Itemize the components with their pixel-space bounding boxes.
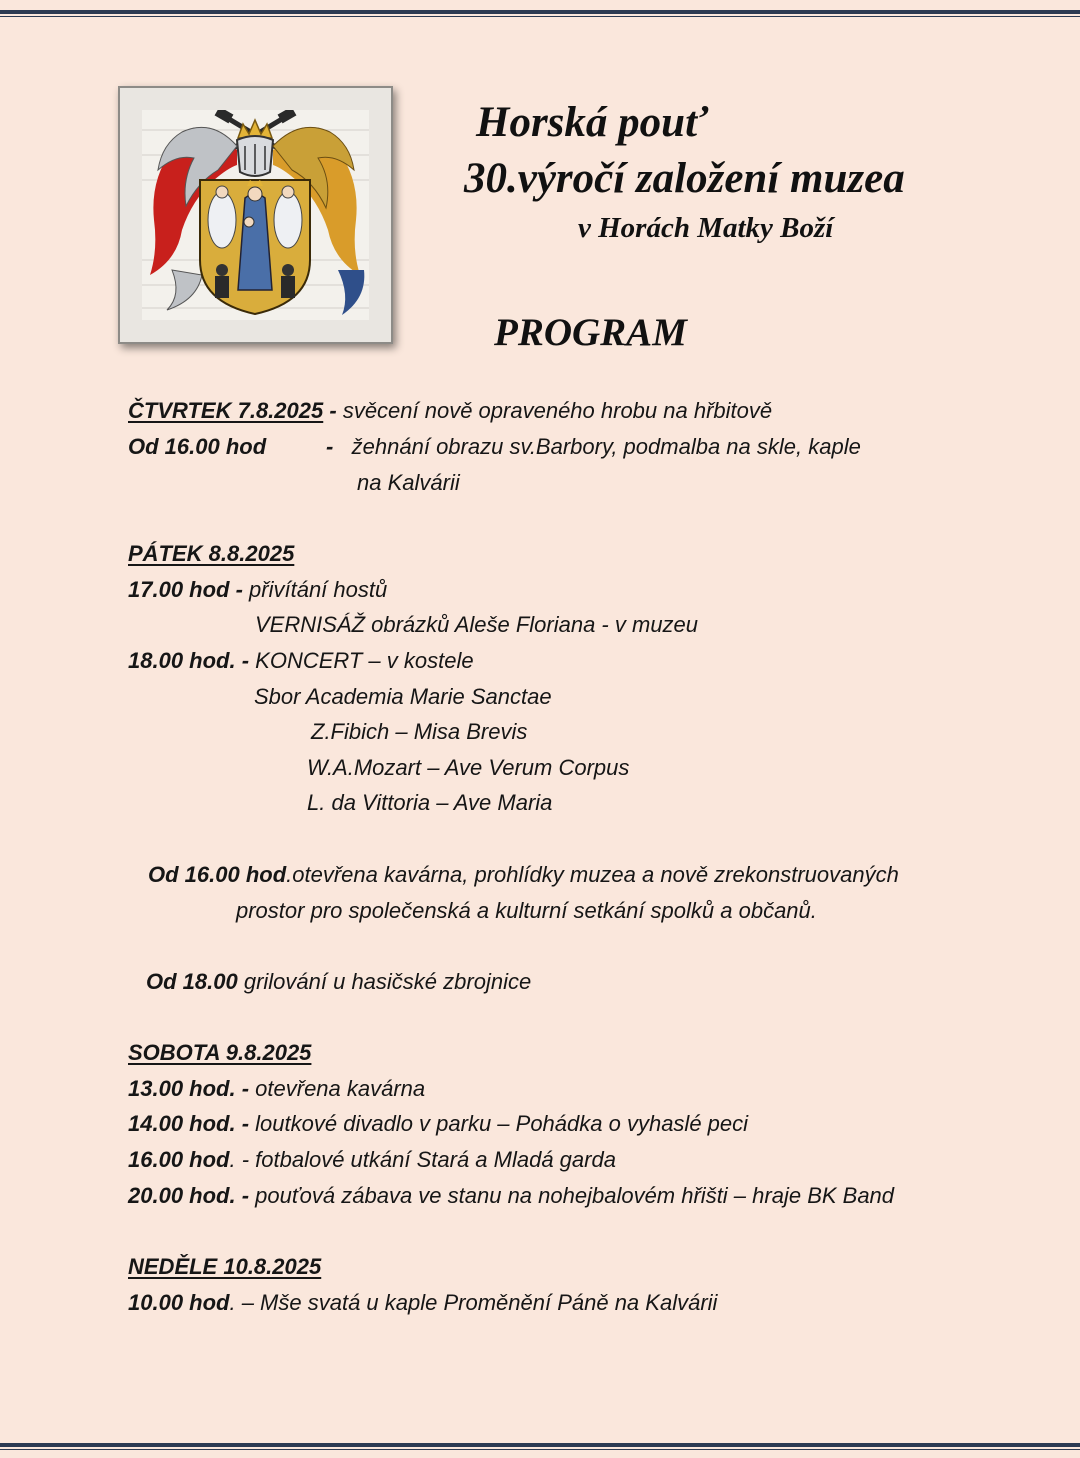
title-anniversary: 30.výročí založení muzea bbox=[464, 155, 905, 202]
thursday-dash: - bbox=[323, 398, 343, 423]
friday-piece-1: Z.Fibich – Misa Brevis bbox=[311, 719, 528, 744]
friday-grill-text: grilování u hasičské zbrojnice bbox=[237, 969, 532, 994]
saturday-time-2: 14.00 hod. - bbox=[128, 1111, 250, 1136]
thursday-row-1 bbox=[128, 397, 772, 425]
saturday-day-heading bbox=[128, 1039, 311, 1067]
saturday-day-label: SOBOTA 9.8.2025 bbox=[128, 1040, 312, 1065]
saturday-row-4 bbox=[128, 1182, 894, 1210]
friday-cafe-text-cont: prostor pro společenská a kulturní setkání spolků a občanů. bbox=[236, 898, 817, 923]
saturday-time-4: 20.00 hod. - bbox=[128, 1183, 250, 1208]
friday-day-label: PÁTEK 8.8.2025 bbox=[128, 541, 295, 566]
saturday-row-1 bbox=[128, 1075, 425, 1103]
thursday-day-heading: ČTVRTEK 7.8.2025 bbox=[128, 398, 324, 423]
friday-item-1-cont: VERNISÁŽ obrázků Aleše Floriana - v muzeu bbox=[255, 612, 699, 637]
saturday-item-3: fotbalové utkání Stará a Mladá garda bbox=[249, 1147, 616, 1172]
saturday-row-3 bbox=[128, 1146, 616, 1174]
friday-grill-time: Od 18.00 bbox=[146, 969, 238, 994]
friday-item-2: KONCERT – v kostele bbox=[249, 648, 474, 673]
title-pilgrimage: Horská pouť bbox=[476, 99, 708, 146]
thursday-time-2-label: Od 16.00 hod bbox=[128, 434, 267, 459]
thursday-item-2 bbox=[326, 433, 861, 461]
saturday-item-1: otevřena kavárna bbox=[249, 1076, 426, 1101]
bottom-double-rule bbox=[0, 1443, 1080, 1451]
sunday-row-1 bbox=[128, 1289, 717, 1317]
friday-row-1 bbox=[128, 576, 387, 604]
friday-piece-3: L. da Vittoria – Ave Maria bbox=[307, 790, 553, 815]
saturday-time-3: 16.00 hod bbox=[128, 1147, 230, 1172]
friday-choir: Sbor Academia Marie Sanctae bbox=[254, 684, 552, 709]
thursday-item-2-cont: na Kalvárii bbox=[357, 470, 460, 495]
thursday-item-2-text: žehnání obrazu sv.Barbory, podmalba na skle, kaple bbox=[351, 434, 861, 459]
emblem-frame bbox=[118, 86, 393, 344]
coat-of-arms-icon bbox=[142, 110, 369, 320]
friday-day-heading bbox=[128, 540, 294, 568]
friday-time-1: 17.00 hod - bbox=[128, 577, 243, 602]
title-location: v Horách Matky Boží bbox=[578, 212, 834, 244]
friday-cafe-time: Od 16.00 hod bbox=[148, 862, 287, 887]
sunday-item-1: . – Mše svatá u kaple Proměnění Páně na Kalvárii bbox=[229, 1290, 718, 1315]
thursday-item-1: svěcení nově opraveného hrobu na hřbitově bbox=[342, 398, 773, 423]
friday-item-1: přivítání hostů bbox=[242, 577, 388, 602]
friday-grill-row bbox=[146, 968, 531, 996]
saturday-time-1: 13.00 hod. - bbox=[128, 1076, 250, 1101]
sunday-day-heading bbox=[128, 1253, 321, 1281]
saturday-item-4: pouťová zábava ve stanu na nohejbalovém hřišti – hraje BK Band bbox=[249, 1183, 895, 1208]
friday-cafe-text: .otevřena kavárna, prohlídky muzea a nově zrekonstruovaných bbox=[286, 862, 899, 887]
thursday-time-2 bbox=[128, 433, 266, 461]
top-double-rule bbox=[0, 10, 1080, 18]
saturday-item-2: loutkové divadlo v parku – Pohádka o vyhaslé peci bbox=[249, 1111, 749, 1136]
thursday-dash-2: - bbox=[326, 434, 334, 459]
friday-row-2 bbox=[128, 647, 474, 675]
friday-time-2: 18.00 hod. - bbox=[128, 648, 250, 673]
friday-piece-2: W.A.Mozart – Ave Verum Corpus bbox=[307, 755, 630, 780]
sunday-day-label: NEDĚLE 10.8.2025 bbox=[128, 1254, 322, 1279]
saturday-row-2 bbox=[128, 1110, 748, 1138]
sunday-time-1: 10.00 hod bbox=[128, 1290, 230, 1315]
program-heading: PROGRAM bbox=[494, 311, 687, 354]
friday-cafe-row bbox=[148, 861, 899, 889]
saturday-time-3-dash: . - bbox=[229, 1147, 250, 1172]
